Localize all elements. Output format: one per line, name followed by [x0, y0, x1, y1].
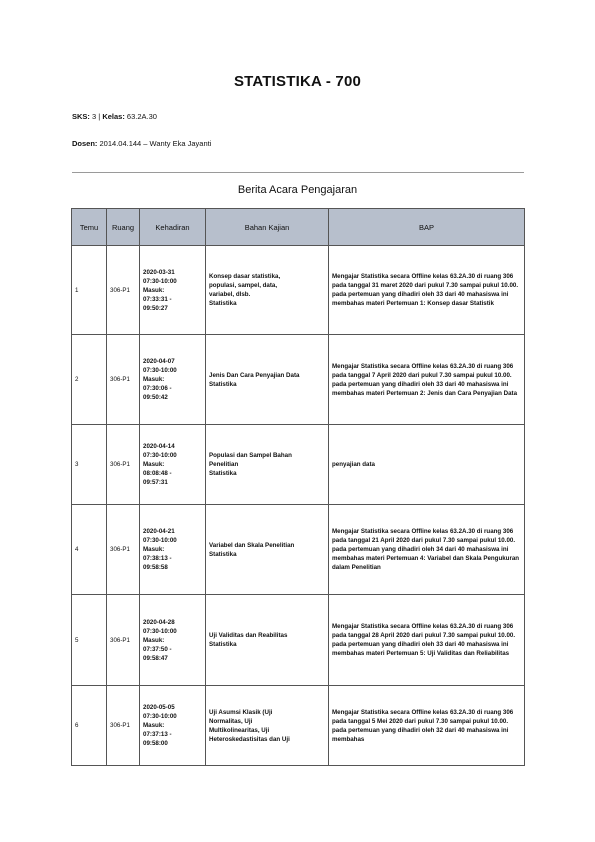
bahan-line: Jenis Dan Cara Penyajian Data: [209, 371, 300, 379]
kehadiran-schedule: 07:30-10:00: [143, 367, 177, 374]
kehadiran-masuk-label: Masuk:: [143, 636, 165, 644]
bahan-line: Heteroskedastisitas dan Uji: [209, 735, 290, 743]
table-row: [72, 595, 525, 686]
kehadiran-cell: [140, 246, 206, 335]
sks-kelas-line: [72, 112, 157, 121]
kehadiran-time-in: 08:08:48 -: [143, 470, 172, 477]
ruang-cell: 306-P1: [107, 246, 140, 335]
bahan-line: Normalitas, Uji: [209, 717, 253, 725]
column-header-ruang: Ruang: [107, 209, 140, 246]
temu-cell: 5: [72, 595, 107, 686]
kehadiran-time-out: 09:50:27: [143, 304, 168, 312]
bahan-line: Statistika: [209, 550, 237, 558]
kehadiran-time-in: 07:30:06 -: [143, 385, 172, 392]
bahan-line: Statistika: [209, 470, 237, 477]
kehadiran-time-out: 09:58:00: [143, 740, 168, 747]
bap-cell: Mengajar Statistika secara Offline kelas 63.2A.30 di ruang 306 pada tanggal 5 Mei 2020 dari pukul 7.30 sampai pukul 10.00. pada pertemuan yang dihadiri oleh 32 dari 40 mahasiswa ini membahas: [329, 686, 525, 766]
ruang-cell: 306-P1: [107, 595, 140, 686]
bahan-line: Penelitian: [209, 461, 239, 468]
bahan-line: Variabel dan Skala Penelitian: [209, 541, 295, 549]
kehadiran-masuk-label: Masuk:: [143, 722, 165, 729]
kehadiran-cell: [140, 595, 206, 686]
table-row: [72, 335, 525, 425]
bap-cell: Mengajar Statistika secara Offline kelas 63.2A.30 di ruang 306 pada tanggal 28 April 2020 dari pukul 7.30 sampai pukul 10.00. pada pertemuan yang dihadiri oleh 33 dari 40 mahasiswa ini membahas materi Pertemuan 5: Uji Validitas dan Reliabilitas: [329, 595, 525, 686]
column-header-temu: Temu: [72, 209, 107, 246]
bahan-line: populasi, sampel, data,: [209, 282, 278, 289]
bahan-line: Populasi dan Sampel Bahan: [209, 452, 292, 459]
kehadiran-schedule: 07:30-10:00: [143, 713, 177, 720]
bahan-line: Statistika: [209, 380, 237, 388]
kehadiran-schedule: 07:30-10:00: [143, 627, 177, 635]
column-header-bap: BAP: [329, 209, 525, 246]
bahan-kajian-cell: [206, 246, 329, 335]
bahan-kajian-cell: [206, 595, 329, 686]
kehadiran-cell: [140, 425, 206, 505]
kehadiran-time-out: 09:57:31: [143, 479, 168, 486]
kehadiran-time-out: 09:58:58: [143, 564, 168, 571]
table-row: [72, 505, 525, 595]
ruang-cell: 306-P1: [107, 335, 140, 425]
kehadiran-date: 2020-04-28: [143, 618, 175, 626]
kelas-label: Kelas:: [102, 112, 125, 121]
kehadiran-masuk-label: Masuk:: [143, 461, 165, 468]
kehadiran-date: 2020-05-05: [143, 704, 175, 711]
bahan-line: variabel, dlsb.: [209, 291, 251, 298]
ruang-cell: 306-P1: [107, 686, 140, 766]
section-title: Berita Acara Pengajaran: [237, 184, 358, 196]
bap-cell: Mengajar Statistika secara Offline kelas 63.2A.30 di ruang 306 pada tanggal 7 April 2020 dari pukul 7.30 sampai pukul 10.00. pada pertemuan yang dihadiri oleh 33 dari 40 mahasiswa ini membahas materi Pertemuan 2: Jenis dan Cara Penyajian Data: [329, 335, 525, 425]
kehadiran-schedule: 07:30-10:00: [143, 277, 177, 285]
kehadiran-schedule: 07:30-10:00: [143, 452, 177, 459]
bahan-line: Konsep dasar statistika,: [209, 273, 281, 280]
ruang-cell: 306-P1: [107, 505, 140, 595]
bahan-kajian-cell: [206, 686, 329, 766]
kehadiran-date: 2020-04-14: [143, 443, 175, 450]
kehadiran-time-out: 09:50:42: [143, 394, 168, 401]
temu-cell: 6: [72, 686, 107, 766]
dosen-label: Dosen:: [72, 139, 98, 148]
bap-table: [71, 208, 525, 766]
dosen-value: 2014.04.144 – Wanty Eka Jayanti: [99, 139, 212, 148]
page-title: STATISTIKA - 700: [233, 73, 362, 90]
kehadiran-masuk-label: Masuk:: [143, 286, 165, 294]
kehadiran-time-in: 07:33:31 -: [143, 295, 172, 303]
temu-cell: 3: [72, 425, 107, 505]
kehadiran-time-in: 07:37:13 -: [143, 731, 172, 738]
bahan-kajian-cell: [206, 505, 329, 595]
column-header-kehadiran: Kehadiran: [140, 209, 206, 246]
temu-cell: 2: [72, 335, 107, 425]
column-header-bahan-kajian: Bahan Kajian: [206, 209, 329, 246]
bap-cell: penyajian data: [329, 425, 525, 505]
bahan-line: Statistika: [209, 641, 237, 648]
kehadiran-date: 2020-04-07: [143, 358, 175, 365]
kehadiran-time-in: 07:37:50 -: [143, 645, 172, 653]
ruang-cell: 306-P1: [107, 425, 140, 505]
kehadiran-cell: [140, 505, 206, 595]
dosen-line: [72, 139, 211, 148]
kehadiran-schedule: 07:30-10:00: [143, 537, 177, 544]
temu-cell: 1: [72, 246, 107, 335]
table-row: [72, 246, 525, 335]
sks-label: SKS:: [72, 112, 90, 121]
bahan-line: Uji Asumsi Klasik (Uji: [209, 708, 273, 716]
kehadiran-date: 2020-03-31: [143, 268, 175, 276]
kelas-value: 63.2A.30: [126, 112, 157, 121]
sks-value: 3 |: [92, 112, 103, 121]
bap-cell: Mengajar Statistika secara Offline kelas 63.2A.30 di ruang 306 pada tanggal 31 maret 2020 dari pukul 7.30 sampai pukul 10.00. pada pertemuan yang dihadiri oleh 33 dari 40 mahasiswa ini membahas materi Pertemuan 1: Konsep dasar Statistik: [329, 246, 525, 335]
bahan-line: Uji Validitas dan Reabilitas: [209, 632, 288, 639]
bahan-line: Statistika: [209, 300, 237, 307]
table-header-row: [72, 209, 525, 246]
kehadiran-cell: [140, 335, 206, 425]
kehadiran-date: 2020-04-21: [143, 528, 175, 535]
header-divider: [72, 172, 524, 173]
temu-cell: 4: [72, 505, 107, 595]
bahan-kajian-cell: [206, 425, 329, 505]
bahan-line: Multikolinearitas, Uji: [209, 726, 270, 734]
kehadiran-masuk-label: Masuk:: [143, 546, 165, 553]
kehadiran-masuk-label: Masuk:: [143, 376, 165, 383]
kehadiran-time-in: 07:38:13 -: [143, 555, 172, 562]
kehadiran-time-out: 09:58:47: [143, 654, 168, 662]
bahan-kajian-cell: [206, 335, 329, 425]
table-row: [72, 425, 525, 505]
kehadiran-cell: [140, 686, 206, 766]
table-row: [72, 686, 525, 766]
bap-cell: Mengajar Statistika secara Offline kelas 63.2A.30 di ruang 306 pada tanggal 21 April 2020 dari pukul 7.30 sampai pukul 10.00. pada pertemuan yang dihadiri oleh 34 dari 40 mahasiswa ini membahas materi Pertemuan 4: Variabel dan Skala Pengukuran dalam Penelitian: [329, 505, 525, 595]
